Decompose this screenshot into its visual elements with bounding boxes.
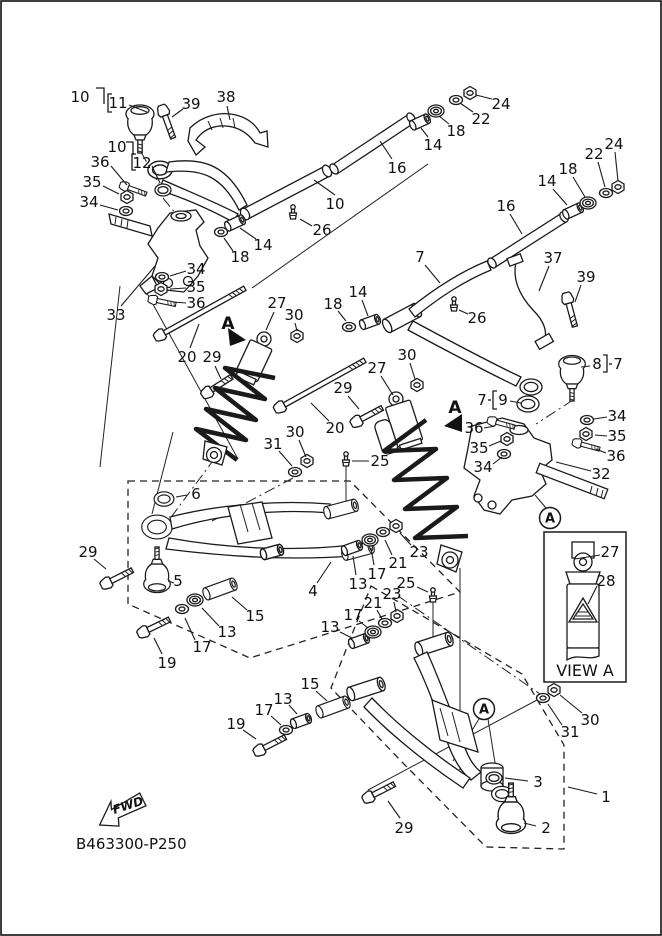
part-callout-37-30: 37 xyxy=(543,249,563,267)
part-callout-16-28: 16 xyxy=(496,197,516,215)
part-callout-A-45: A xyxy=(448,398,462,418)
part-callout-36-6: 36 xyxy=(90,153,110,171)
part-callout-16-19: 16 xyxy=(387,159,407,177)
part-callout-30-34: 30 xyxy=(284,306,304,324)
nut-30 xyxy=(411,379,423,392)
part-callout-36-50: 36 xyxy=(464,419,484,437)
nut-30 xyxy=(548,684,560,697)
part-callout-5-60: 5 xyxy=(173,572,183,590)
part-callout-17-77: 17 xyxy=(254,701,274,719)
part-callout-17-67: 17 xyxy=(367,565,387,583)
part-callout-15-62: 15 xyxy=(245,607,265,625)
part-callout-7-29: 7 xyxy=(415,248,425,266)
part-callout-29-59: 29 xyxy=(78,543,98,561)
washer-22 xyxy=(600,189,613,198)
part-callout-29-16: 29 xyxy=(202,348,222,366)
clamp-ring-6 xyxy=(154,492,174,506)
part-callout-19-78: 19 xyxy=(226,715,246,733)
part-callout-21-68: 21 xyxy=(388,554,408,572)
part-callout-32-56: 32 xyxy=(591,465,611,483)
part-callout-34-8: 34 xyxy=(79,193,99,211)
part-callout-38-3: 38 xyxy=(216,88,236,106)
part-callout-3-82: 3 xyxy=(533,773,543,791)
nut-35 xyxy=(580,428,592,441)
part-callout-14-9: 14 xyxy=(253,236,273,254)
washer-31 xyxy=(537,694,550,703)
part-callout-30-42: 30 xyxy=(285,423,305,441)
part-callout-19-65: 19 xyxy=(157,654,177,672)
washer-34 xyxy=(498,450,511,459)
part-callout-8-46: 8 xyxy=(592,355,602,373)
part-callout-A-44: A xyxy=(221,314,235,334)
part-callout-13-66: 13 xyxy=(348,575,368,593)
part-callout-31-43: 31 xyxy=(263,435,283,453)
part-callout-6-58: 6 xyxy=(191,485,201,503)
part-callout-20-15: 20 xyxy=(177,348,197,366)
part-callout-34-53: 34 xyxy=(607,407,627,425)
bearing-18 xyxy=(580,197,596,209)
part-callout-28-87: 28 xyxy=(596,572,616,590)
part-callout-13-63: 13 xyxy=(217,623,237,641)
part-callout-A-57: A xyxy=(544,511,556,527)
nut-35 xyxy=(121,191,133,204)
part-callout-17-71: 17 xyxy=(343,606,363,624)
part-callout-33-14: 33 xyxy=(106,306,126,324)
part-callout-35-12: 35 xyxy=(186,278,206,296)
part-callout-30-79: 30 xyxy=(580,711,600,729)
part-callout-14-35: 14 xyxy=(348,283,368,301)
nut-35 xyxy=(501,433,513,446)
part-callout-24-24: 24 xyxy=(604,135,624,153)
part-callout-26-18: 26 xyxy=(312,221,332,239)
part-callout-39-31: 39 xyxy=(576,268,596,286)
ring-nut-12 xyxy=(155,184,171,196)
part-callout-20-40: 20 xyxy=(325,419,345,437)
part-callout-21-72: 21 xyxy=(363,594,383,612)
part-callout-15-75: 15 xyxy=(300,675,320,693)
nut-23 xyxy=(390,520,402,533)
washer-21 xyxy=(377,528,390,537)
part-callout-12-5: 12 xyxy=(132,154,152,172)
part-callout-27-37: 27 xyxy=(367,359,387,377)
nut-30 xyxy=(291,330,303,343)
part-callout-14-20: 14 xyxy=(423,136,443,154)
washer-21 xyxy=(379,619,392,628)
part-callout-4-61: 4 xyxy=(308,582,318,600)
part-callout-23-73: 23 xyxy=(382,585,402,603)
washer-31 xyxy=(289,468,302,477)
part-callout-18-21: 18 xyxy=(446,122,466,140)
image-border xyxy=(1,1,661,935)
part-callout-27-86: 27 xyxy=(600,543,620,561)
part-callout-11-1: 11 xyxy=(108,94,128,112)
nut-30 xyxy=(301,455,313,468)
part-callout-23-69: 23 xyxy=(409,543,429,561)
view-a-label: VIEW A xyxy=(556,661,614,680)
part-callout-10-4: 10 xyxy=(107,138,127,156)
part-callout-14-27: 14 xyxy=(537,172,557,190)
drawing-code: B463300-P250 xyxy=(76,835,187,853)
fwd-label: FWD xyxy=(110,793,146,817)
part-callout-36-13: 36 xyxy=(186,294,206,312)
part-callout-A-81: A xyxy=(478,702,490,718)
part-callout-2-84: 2 xyxy=(541,819,551,837)
nut-35 xyxy=(155,283,167,296)
part-callout-17-64: 17 xyxy=(192,638,212,656)
part-callout-35-7: 35 xyxy=(82,173,102,191)
part-callout-27-33: 27 xyxy=(267,294,287,312)
bearing-13 xyxy=(187,594,203,606)
part-callout-13-70: 13 xyxy=(320,618,340,636)
nut-24 xyxy=(612,181,624,194)
part-callout-18-26: 18 xyxy=(558,160,578,178)
part-callout-18-10: 18 xyxy=(230,248,250,266)
part-callout-7-47: 7 xyxy=(613,355,623,373)
washer-17 xyxy=(176,605,189,614)
part-callout-36-55: 36 xyxy=(606,447,626,465)
part-callout-10-17: 10 xyxy=(325,195,345,213)
washer-34 xyxy=(156,273,169,282)
part-callout-18-36: 18 xyxy=(323,295,343,313)
washer-34 xyxy=(120,207,133,216)
part-callout-30-38: 30 xyxy=(397,346,417,364)
part-callout-24-23: 24 xyxy=(491,95,511,113)
part-callout-34-52: 34 xyxy=(473,458,493,476)
part-callout-35-54: 35 xyxy=(607,427,627,445)
part-callout-22-25: 22 xyxy=(584,145,604,163)
part-callout-29-85: 29 xyxy=(394,819,414,837)
part-callout-1-83: 1 xyxy=(601,788,611,806)
part-callout-10-0: 10 xyxy=(70,88,90,106)
nut-24 xyxy=(464,87,476,100)
bearing-17 xyxy=(362,534,378,546)
part-callout-13-76: 13 xyxy=(273,690,293,708)
part-callout-25-74: 25 xyxy=(396,574,416,592)
washer-17 xyxy=(280,726,293,735)
bearing-18 xyxy=(428,105,444,117)
circlip-3 xyxy=(486,772,502,784)
part-callout-25-41: 25 xyxy=(370,452,390,470)
part-callout-39-2: 39 xyxy=(181,95,201,113)
part-callout-7-48: 7 xyxy=(477,391,487,409)
part-callout-35-51: 35 xyxy=(469,439,489,457)
part-callout-29-39: 29 xyxy=(333,379,353,397)
washer-18 xyxy=(343,323,356,332)
washer-34 xyxy=(581,416,594,425)
part-callout-26-32: 26 xyxy=(467,309,487,327)
nut-23 xyxy=(391,610,403,623)
part-callout-22-22: 22 xyxy=(471,110,491,128)
part-callout-31-80: 31 xyxy=(560,723,580,741)
part-callout-9-49: 9 xyxy=(498,391,508,409)
part-callout-34-11: 34 xyxy=(186,260,206,278)
